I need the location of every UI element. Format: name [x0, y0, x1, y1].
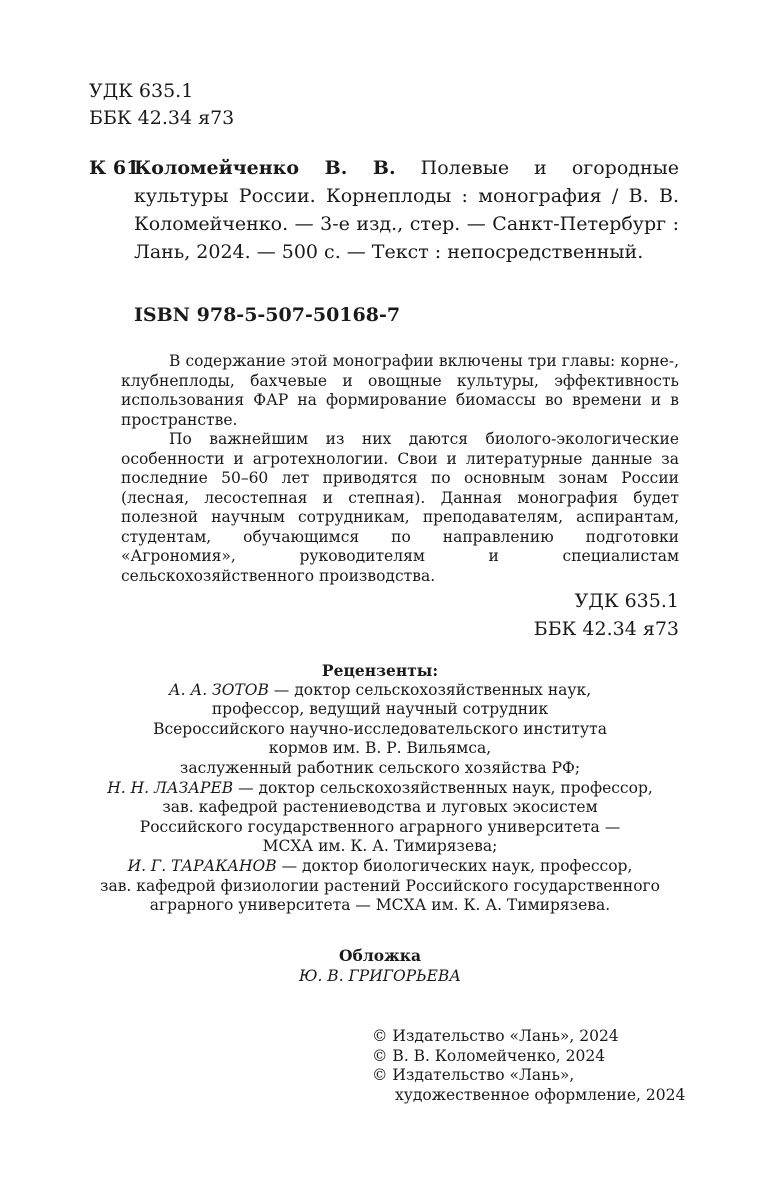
bibliographic-description	[134, 154, 679, 266]
reviewers-block	[60, 661, 700, 916]
author-code: К 61	[89, 157, 140, 179]
reviewer-credentials: — доктор сельскохозяйственных наук, профессор,	[233, 778, 653, 797]
isbn: ISBN 978-5-507-50168-7	[134, 304, 401, 326]
author-name: Коломейченко В. В.	[134, 157, 396, 179]
bibliographic-record	[89, 154, 679, 266]
udk-code: УДК 635.1	[89, 80, 194, 102]
reviewer-name: А. А. ЗОТОВ	[168, 680, 269, 699]
classification-codes-bottom	[534, 587, 679, 643]
reviewer-credentials: — доктор биологических наук, профессор,	[276, 856, 633, 875]
copyright-block	[372, 1027, 685, 1105]
reviewer-credentials: заслуженный работник сельского хозяйства РФ;	[179, 758, 581, 777]
reviewer-name: Н. Н. ЛАЗАРЕВ	[107, 778, 234, 797]
reviewer-credentials: Всероссийского научно-исследовательского института	[153, 719, 607, 738]
udk-code: УДК 635.1	[574, 590, 679, 612]
cover-heading: Обложка	[339, 946, 421, 965]
cover-designer: Ю. В. ГРИГОРЬЕВА	[298, 967, 462, 985]
reviewer-name: И. Г. ТАРАКАНОВ	[127, 856, 277, 875]
reviewer-credentials: зав. кафедрой растениеводства и луговых экосистем	[162, 798, 598, 817]
reviewer-2	[60, 779, 700, 799]
reviewer-1	[60, 681, 700, 701]
annotation-paragraph: По важнейшим из них даются биолого-экологические особенности и агротехнологии. Свои и литературные данные за последние 50–60 лет приводятся по основным зонам России (лесная, лесостепная и степная). Данная монография будет полезной научным сотрудникам, преподавателям, аспирантам, студентам, обучающимся по направлению подготовки «Агрономия», руководителям и специалистам сельскохозяйственного производства.	[121, 430, 679, 585]
copyright-line: © В. В. Коломейченко, 2024	[372, 1046, 606, 1065]
copyright-line: © Издательство «Лань», 2024	[372, 1027, 619, 1045]
reviewer-credentials: кормов им. В. Р. Вильямса,	[268, 739, 492, 758]
book-description: Полевые и огородные культуры России. Корнеплоды : монография / В. В. Коломейченко. — 3-е изд., стер. — Санкт-Петербург : Лань, 2024. — 500 с. — Текст : непосредственный.	[134, 157, 679, 263]
reviewers-heading: Рецензенты:	[321, 661, 439, 680]
reviewer-credentials: зав. кафедрой физиологии растений Российского государственного	[100, 876, 660, 895]
reviewer-credentials: Российского государственного аграрного университета —	[139, 817, 621, 836]
reviewer-credentials: — доктор сельскохозяйственных наук,	[268, 680, 592, 699]
copyright-line: художественное оформление, 2024	[395, 1085, 686, 1104]
copyright-line: © Издательство «Лань»,	[372, 1066, 575, 1085]
bbk-code: ББК 42.34 я73	[533, 618, 679, 640]
reviewer-credentials: аграрного университета — МСХА им. К. А. Тимирязева.	[149, 896, 611, 915]
reviewer-credentials: профессор, ведущий научный сотрудник	[211, 700, 549, 719]
cover-credit	[60, 946, 700, 986]
annotation	[121, 352, 679, 586]
annotation-paragraph: В содержание этой монографии включены три главы: корне-, клубнеплоды, бахчевые и овощные культуры, эффективность использования ФАР на формирование биомассы во времени и в пространстве.	[121, 352, 679, 429]
bbk-code: ББК 42.34 я73	[89, 107, 235, 129]
reviewer-credentials: МСХА им. К. А. Тимирязева;	[262, 837, 498, 856]
classification-codes-top	[89, 78, 234, 132]
reviewer-3	[60, 857, 700, 877]
